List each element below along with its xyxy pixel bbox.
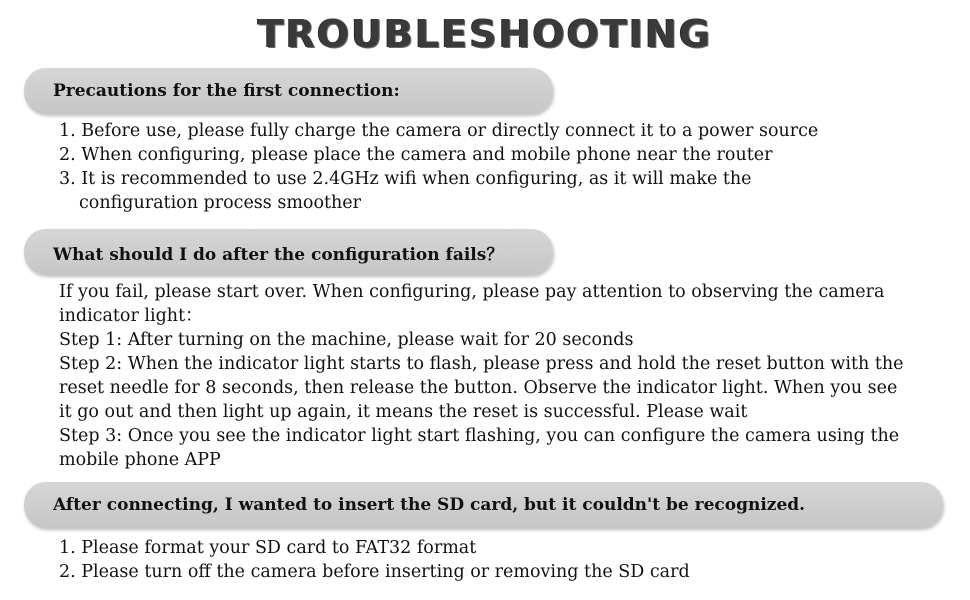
section-heading-precautions xyxy=(24,68,553,114)
page-title: TROUBLESHOOTING xyxy=(257,12,713,56)
list-item: 2. When configuring, please place the camera and mobile phone near the router xyxy=(59,145,773,165)
paragraph-line: indicator light： xyxy=(59,306,203,326)
paragraph-line: If you fail, please start over. When configuring, please pay attention to observing the camera xyxy=(59,282,885,302)
step-line: Step 2: When the indicator light starts to flash, please press and hold the reset button with the xyxy=(59,354,904,374)
section-heading-configuration-fails xyxy=(24,229,553,275)
list-item: 1. Please format your SD card to FAT32 format xyxy=(59,538,477,558)
list-item: 1. Before use, please fully charge the camera or directly connect it to a power source xyxy=(59,121,819,141)
section-heading-text: Precautions for the first connection: xyxy=(53,81,400,101)
section-heading-sd-card xyxy=(24,482,943,528)
step-line: it go out and then light up again, it means the reset is successful. Please wait xyxy=(59,402,748,422)
precautions-list xyxy=(59,119,818,215)
section-heading-text: After connecting, I wanted to insert the SD card, but it couldn't be recognized. xyxy=(53,495,806,515)
section-heading-text: What should I do after the configuration fails？ xyxy=(53,244,504,265)
sd-card-list xyxy=(59,536,690,584)
step-line: Step 1: After turning on the machine, please wait for 20 seconds xyxy=(59,330,634,350)
list-item-continuation: configuration process smoother xyxy=(79,193,362,213)
configuration-fails-text xyxy=(59,280,904,472)
list-item: 2. Please turn off the camera before inserting or removing the SD card xyxy=(59,562,690,582)
step-line: reset needle for 8 seconds, then release the button. Observe the indicator light. When you see xyxy=(59,378,898,398)
step-line: Step 3: Once you see the indicator light start flashing, you can configure the camera using the xyxy=(59,426,900,446)
list-item: 3. It is recommended to use 2.4GHz wifi when configuring, as it will make the xyxy=(59,169,752,189)
step-line: mobile phone APP xyxy=(59,450,221,470)
